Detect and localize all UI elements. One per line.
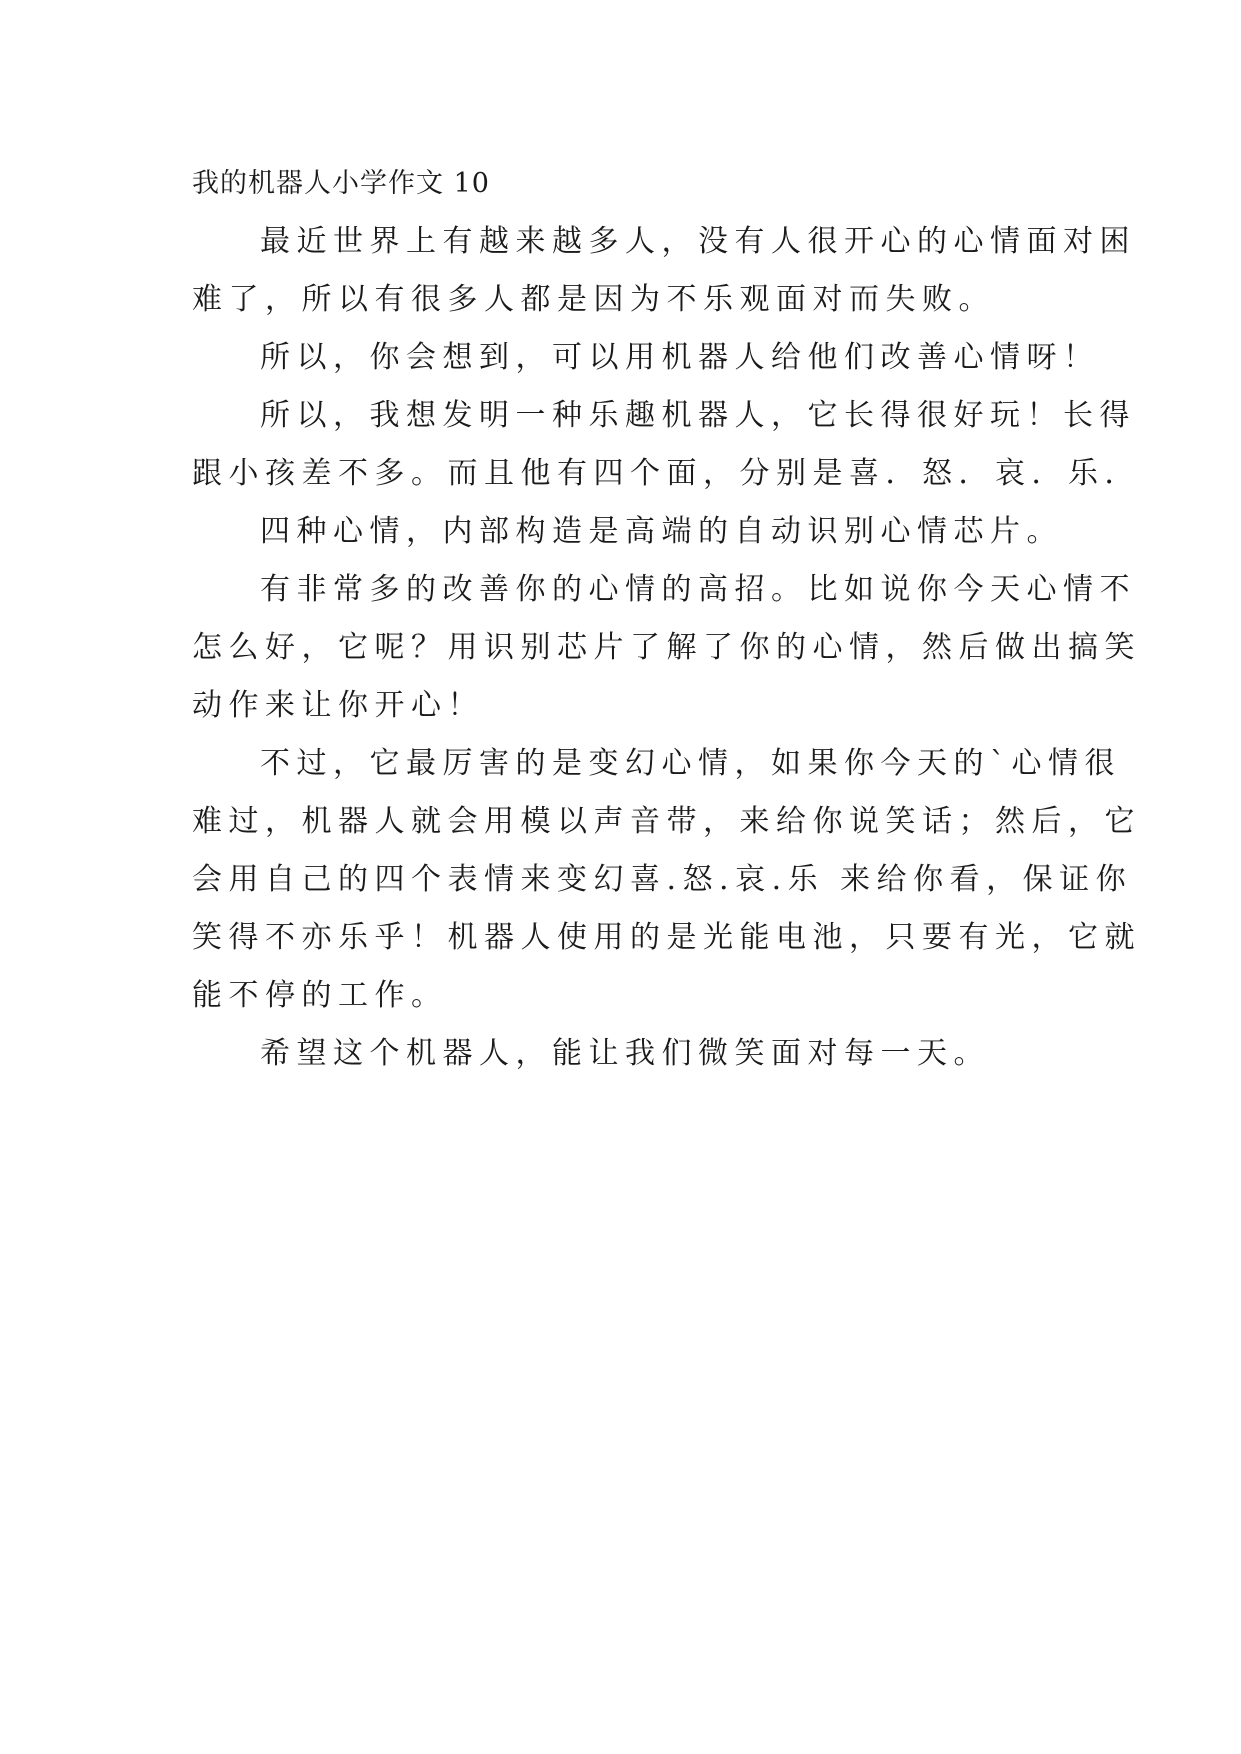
- paragraph-line: 笑得不亦乐乎！机器人使用的是光能电池，只要有光，它就: [192, 920, 1141, 955]
- paragraph-line: 难了，所以有很多人都是因为不乐观面对而失败。: [192, 282, 995, 317]
- paragraph-line: 所以，我想发明一种乐趣机器人，它长得很好玩！长得: [260, 398, 1136, 433]
- paragraph-4: [192, 503, 1063, 561]
- paragraph-7: [192, 1025, 1057, 1083]
- paragraph-2: [192, 329, 1100, 387]
- paragraph-line: 动作来让你开心！: [192, 688, 484, 723]
- paragraph-3: [192, 387, 1141, 503]
- paragraph-1: [192, 213, 1136, 329]
- paragraph-line: 希望这个机器人，能让我们微笑面对每一天。: [260, 1036, 990, 1071]
- paragraph-line: 难过，机器人就会用模以声音带，来给你说笑话；然后，它: [192, 804, 1141, 839]
- paragraph-line: 所以，你会想到，可以用机器人给他们改善心情呀！: [260, 340, 1100, 375]
- paragraph-line: 不过，它最厉害的是变幻心情，如果你今天的`心情很: [260, 746, 1121, 781]
- paragraph-line: 能不停的工作。: [192, 978, 448, 1013]
- paragraph-line: 最近世界上有越来越多人，没有人很开心的心情面对困: [260, 224, 1136, 259]
- paragraph-5: [192, 561, 1141, 735]
- paragraph-line: 怎么好，它呢？用识别芯片了解了你的心情，然后做出搞笑: [192, 630, 1141, 665]
- paragraph-line: 四种心情，内部构造是高端的自动识别心情芯片。: [260, 514, 1063, 549]
- document-body: [192, 155, 1141, 1083]
- paragraph-line: 会用自己的四个表情来变幻喜.怒.哀.乐 来给你看，保证你: [192, 862, 1133, 897]
- paragraph-6: [192, 735, 1141, 1025]
- paragraph-line: 有非常多的改善你的心情的高招。比如说你今天心情不: [260, 572, 1136, 607]
- essay-title: 我的机器人小学作文 10: [192, 168, 490, 199]
- paragraph-line: 跟小孩差不多。而且他有四个面，分别是喜．怒．哀．乐．: [192, 456, 1141, 491]
